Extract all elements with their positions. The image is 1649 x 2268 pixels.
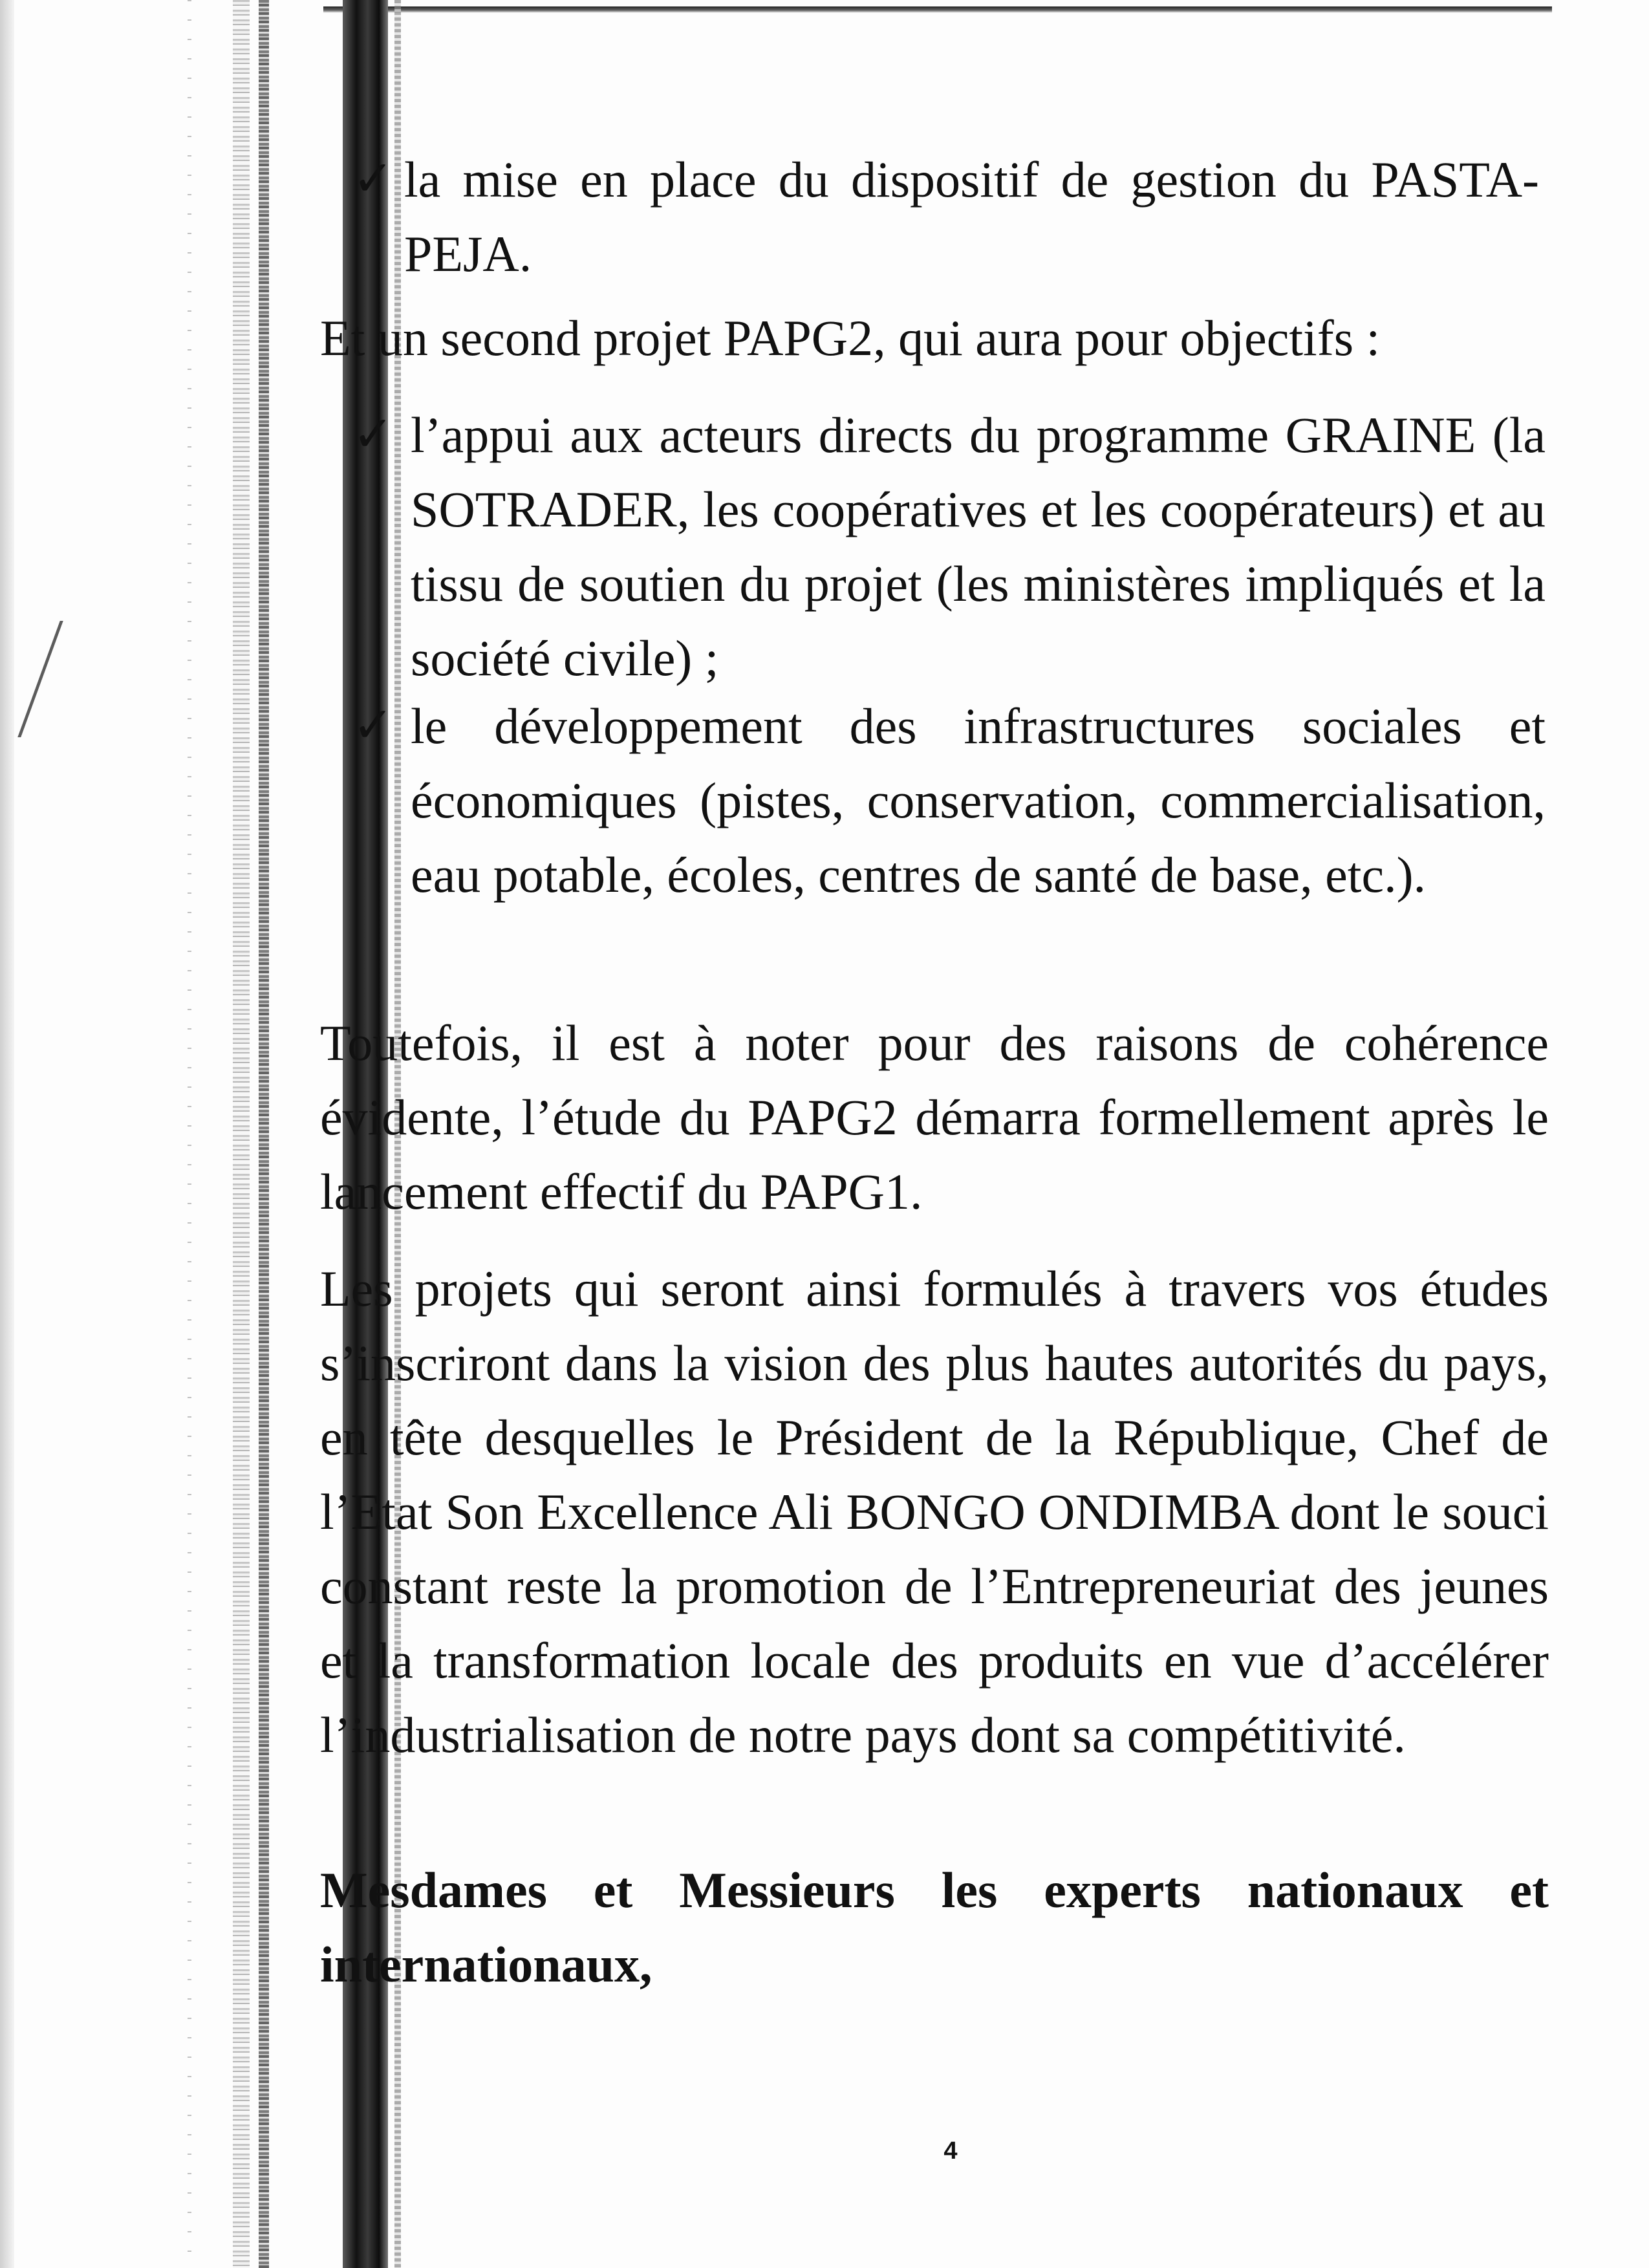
scan-stripe: [233, 0, 250, 2268]
fold-mark: [17, 621, 89, 737]
scan-shadow-left: [0, 0, 14, 2268]
page-number: 4: [943, 2137, 958, 2165]
scan-shadow-top: [323, 6, 1552, 13]
paragraph-toutefois: Toutefois, il est à noter pour des raisons de cohérence évidente, l’étude du PAPG2 démarra formellement après le lancement effectif du PAPG1.: [320, 1015, 1549, 1220]
scan-stripe: [188, 0, 191, 2268]
bullet-item: l’appui aux acteurs directs du programme GRAINE (la SOTRADER, les coopératives et les coopérateurs) et au tissu de soutien du projet (les ministères impliqués et la société civile) ;: [411, 407, 1546, 686]
address-heading: Mesdames et Messieurs les experts nationaux et internationaux,: [320, 1862, 1549, 1993]
scan-stripe: [259, 0, 269, 2268]
paragraph-projets: Les projets qui seront ainsi formulés à travers vos études s’inscriront dans la vision des plus hautes autorités du pays, en tête desquelles le Président de la République, Chef de l’Etat Son Excellence Ali BONGO ONDIMBA dont le souci constant reste la promotion de l’Entrepreneuriat des jeunes et la transformation locale des produits en vue d’accélérer l’industrialisation de notre pays dont sa compétitivité.: [320, 1260, 1549, 1763]
paragraph-intro-papg2: Et un second projet PAPG2, qui aura pour objectifs :: [320, 310, 1381, 366]
checkmark-icon: ✓: [352, 152, 394, 206]
checkmark-icon: ✓: [352, 698, 394, 753]
bullet-item: le développement des infrastructures sociales et économiques (pistes, conservation, commercialisation, eau potable, écoles, centres de santé de base, etc.).: [411, 698, 1546, 903]
checkmark-icon: ✓: [352, 407, 394, 462]
bullet-item: la mise en place du dispositif de gestion du PASTA-PEJA.: [404, 151, 1539, 282]
